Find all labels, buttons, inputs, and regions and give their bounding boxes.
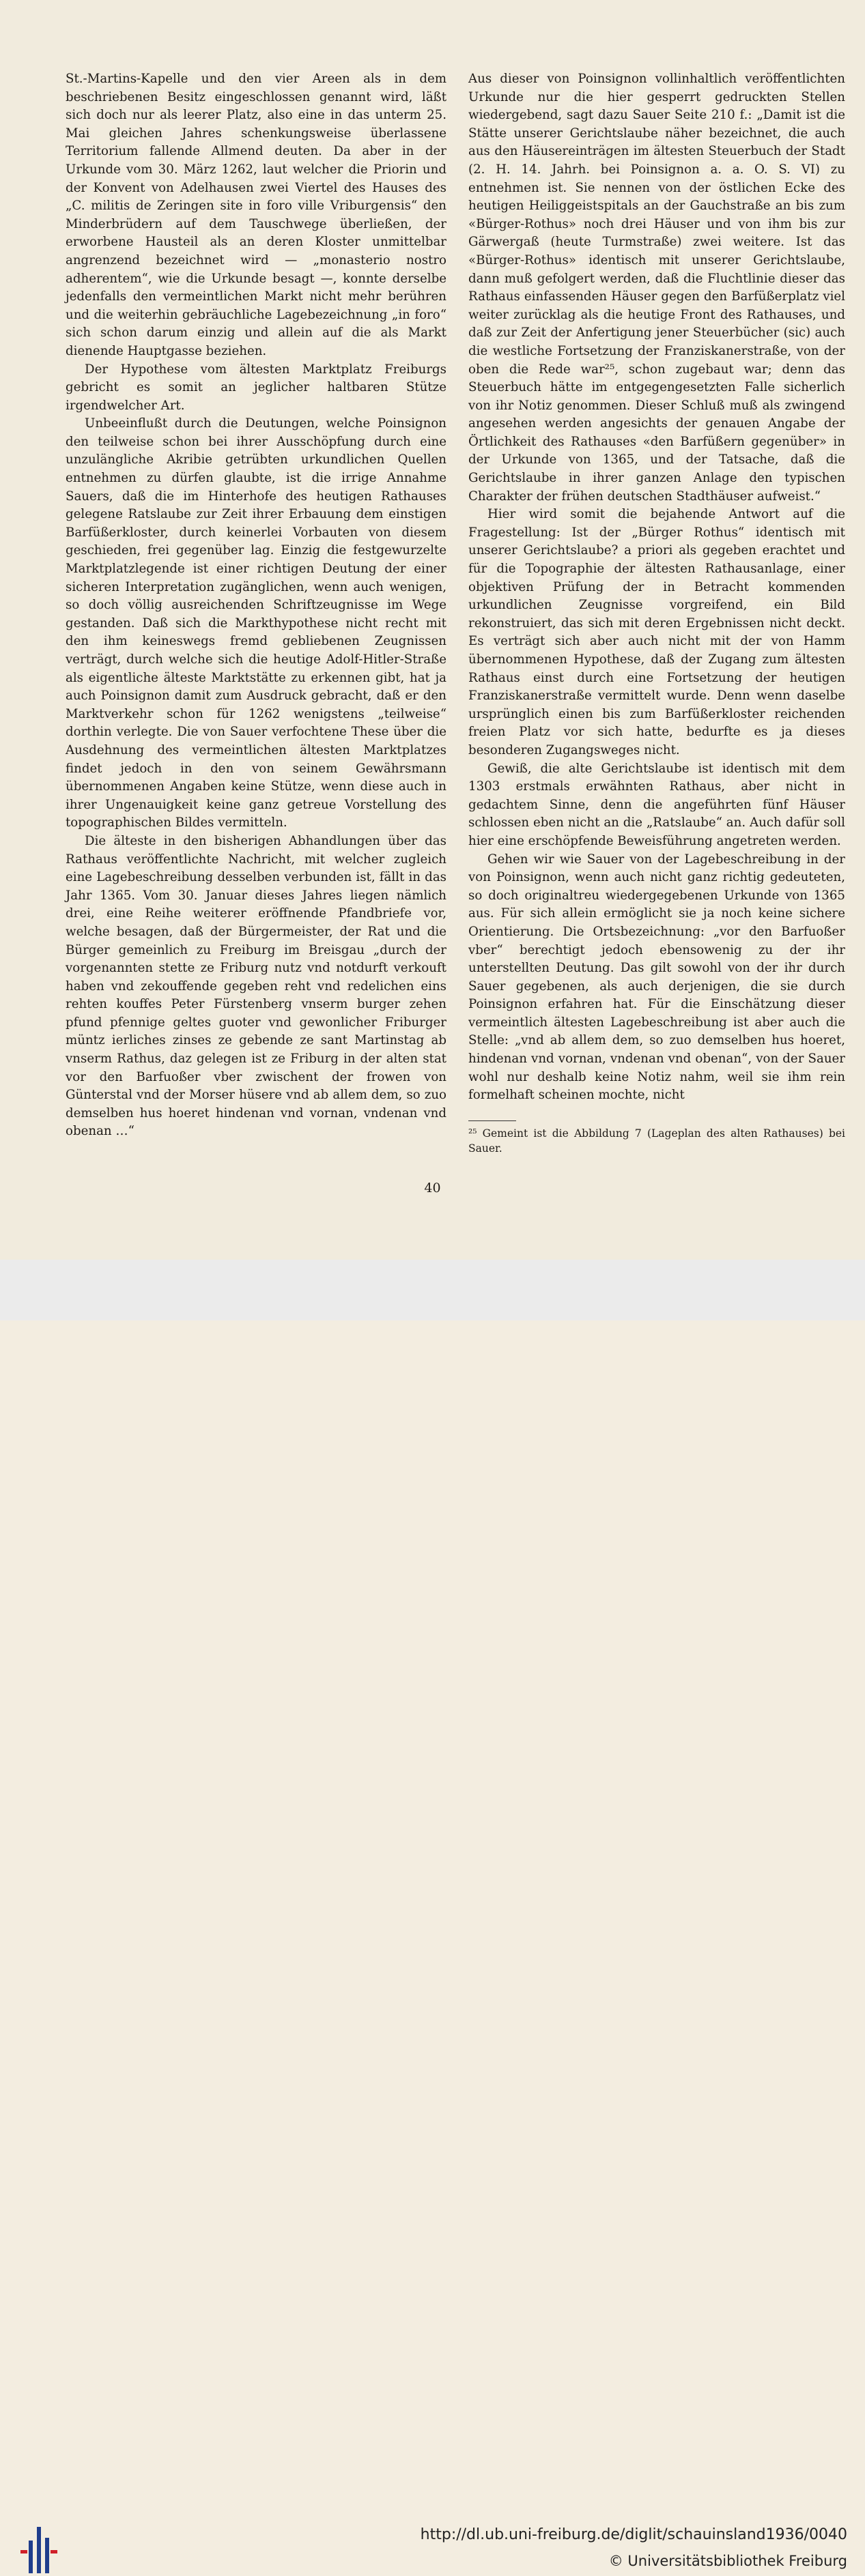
paragraph: Der Hypothese vom ältesten Marktplatz Freiburgs gebricht es somit an jeglicher haltbaren Stütze irgendwelcher Art. xyxy=(66,362,446,413)
footnote-divider xyxy=(468,1120,516,1121)
paragraph: Gehen wir wie Sauer von der Lagebeschreibung in der von Poinsignon, wenn auch nicht ganz richtig gedeuteten, so doch originaltreu wiedergegebenen Urkunde von 1365 aus. Für sich allein ermöglicht sie ja noch keine sichere Orientierung. Die Ortsbezeichnung: „vor den Barfuoßer vber“ berechtigt jedoch ebensowenig zu der ihr unterstellten Deutung. Das gilt sowohl von der ihr durch Sauer gegebenen, als auch derjenigen, die sie durch Poinsignon erfahren hat. Für die Einschätzung dieser vermeintlich ältesten Lagebeschreibung ist aber auch die Stelle: „vnd ab allem dem, so zuo demselben hus hoeret, hindenan vnd vornan, vndenan vnd obenan“, von der Sauer wohl nur deshalb keine Notiz nahm, weil sie ihm rein formelhaft scheinen mochte, nicht xyxy=(468,852,845,1103)
paragraph: Hier wird somit die bejahende Antwort auf die Fragestellung: Ist der „Bürger Rothus“ identisch mit unserer Gerichtslaube? a priori als gegeben erachtet und für die Topographie der ältesten Rathausanlage, einer objektiven Prüfung der in Betracht kommenden urkundlichen Zeugnisse vorgreifend, ein Bild rekonstruiert, das sich mit deren Ergebnissen nicht deckt. Es verträgt sich aber auch nicht mit der von Hamm übernommenen Hypothese, daß der Zugang zum ältesten Rathaus einst durch eine Fortsetzung der heutigen Franziskanerstraße vermittelt wurde. Denn wenn daselbe ursprünglich einen bis zum Barfüßerkloster reichenden freien Platz vor sich hatte, bedurfte es ja dieses besonderen Zugangsweges nicht. xyxy=(468,507,845,757)
paragraph: Aus dieser von Poinsignon vollinhaltlich veröffentlichten Urkunde nur die hier gesperrt gedruckten Stellen wiedergebend, sagt dazu Sauer Seite 210 f.: „Damit ist die Stätte unserer Gerichtslaube näher bezeichnet, die auch aus den Häusereinträgen im ältesten Steuerbuch der Stadt (2. H. 14. Jahrh. bei Poinsignon a. a. O. S. VI) zu entnehmen ist. Sie nennen von der östlichen Ecke des heutigen Heiliggeistspitals an der Gauchstraße an bis zum «Bürger-Rothus» noch drei Häuser und von ihm bis zur Gärwergaß (heute Turmstraße) zwei weitere. Ist das «Bürger-Rothus» identisch mit unserer Gerichtslaube, dann muß gefolgert werden, daß die Fluchtlinie dieser das Rathaus einfassenden Häuser gegen den Barfüßerplatz viel weiter zurücklag als die heutige Front des Rathauses, und daß zur Zeit der Anfertigung jener Steuerbücher (sic) auch die westliche Fortsetzung der Franziskanerstraße, von der oben die Rede war²⁵, schon zugebaut war; denn das Steuerbuch hätte im entgegengesetzten Falle sicherlich von ihr Notiz genommen. Dieser Schluß muß als zwingend angesehen werden angesichts der genauen Angabe der Örtlichkeit des Rathauses «den Barfüßern gegenüber» in der Urkunde von 1365, und der Tatsache, daß die Gerichtslaube in ihrer ganzen Anlage den typischen Charakter der frühen deutschen Stadthäuser aufweist.“ xyxy=(468,72,845,504)
copyright-notice: © Universitätsbibliothek Freiburg xyxy=(608,2553,847,2569)
page-number: 40 xyxy=(424,1181,441,1196)
paragraph: Gewiß, die alte Gerichtslaube ist identisch mit dem 1303 erstmals erwähnten Rathaus, aber nicht in gedachtem Sinne, denn die angeführten fünf Häuser schlossen eben nicht an die „Ratslaube“ an. Auch dafür soll hier eine erschöpfende Beweisführung angetreten werden. xyxy=(468,761,845,848)
footer-bar xyxy=(0,1260,865,2569)
left-column xyxy=(66,70,446,1141)
scanned-page xyxy=(0,0,865,1260)
library-logo-icon xyxy=(19,2524,59,2576)
footnote: ²⁵ Gemeint ist die Abbildung 7 (Lageplan des alten Rathauses) bei Sauer. xyxy=(468,1127,845,1155)
right-column xyxy=(468,70,845,1105)
source-url-link[interactable]: http://dl.ub.uni-freiburg.de/diglit/schauinsland1936/0040 xyxy=(420,2526,847,2543)
paragraph: Unbeeinflußt durch die Deutungen, welche Poinsignon den teilweise schon bei ihrer Ausschöpfung durch eine unzulängliche Akribie getrübten urkundlichen Quellen entnehmen zu dürfen glaubte, ist die irrige Annahme Sauers, daß die im Hinterhofe des heutigen Rathauses gelegene Ratslaube zur Zeit ihrer Erbauung dem einstigen Barfüßerkloster, durch keinerlei Vorbauten von diesem geschieden, frei gegenüber lag. Einzig die festgewurzelte Marktplatzlegende ist einer richtigen Deutung der einer sicheren Interpretation zugänglichen, wenn auch wenigen, so doch völlig ausreichenden Schriftzeugnisse im Wege gestanden. Daß sich die Markthypothese nicht recht mit den ihm keineswegs fremd gebliebenen Zeugnissen verträgt, durch welche sich die heutige Adolf-Hitler-Straße als eigentliche älteste Marktstätte zu erkennen gibt, hat ja auch Poinsignon damit zum Ausdruck gebracht, daß er den Marktverkehr schon für 1262 wenigstens „teilweise“ dorthin verlegte. Die von Sauer verfochtene These über die Ausdehnung des vermeintlichen ältesten Marktplatzes findet jedoch in den von seinem Gewährsmann übernommenen Angaben keine Stütze, wenn diese auch in ihrer Ungenauigkeit keine ganz getreue Vorstellung des topographischen Bildes vermitteln. xyxy=(66,416,446,830)
paragraph: St.-Martins-Kapelle und den vier Areen als in dem beschriebenen Besitz eingeschlossen genannt wird, läßt sich doch nur als leerer Platz, also eine in das unterm 25. Mai gleichen Jahres schenkungsweise überlassene Territorium fallende Allmend deuten. Da aber in der Urkunde vom 30. März 1262, laut welcher die Priorin und der Konvent von Adelhausen zwei Viertel des Hauses des „C. militis de Zeringen site in foro ville Vriburgensis“ den Minderbrüdern auf dem Tauschwege überließen, der erworbene Hausteil als an deren Kloster unmittelbar angrenzend bezeichnet wird — „monasterio nostro adherentem“, wie die Urkunde besagt —, konnte derselbe jedenfalls den vermeintlichen Markt nicht mehr berühren und die weiterhin gebräuchliche Lagebezeichnung „in foro“ sich schon darum einzig und allein auf die als Markt dienende Hauptgasse beziehen. xyxy=(66,72,446,358)
paragraph: Die älteste in den bisherigen Abhandlungen über das Rathaus veröffentlichte Nachricht, mit welcher zugleich eine Lagebeschreibung desselben verbunden ist, fällt in das Jahr 1365. Vom 30. Januar dieses Jahres liegen nämlich drei, eine Reihe weiterer eröffnende Pfandbriefe vor, welche besagen, daß der Bürgermeister, der Rat und die Bürger gemeinlich zu Freiburg im Breisgau „durch der vorgenannten stette ze Friburg nutz vnd notdurft verkouft haben vnd zekouffende gegeben reht vnd redelichen eins rehten kouffes Peter Fürstenberg vnserm burger zehen pfund pfennige geltes guoter vnd gewonlicher Friburger müntz ierliches zinses ze gebende ze sant Martinstag ab vnserm Rathus, daz gelegen ist ze Friburg in der alten stat vor den Barfuoßer vber zwischent der frowen von Günterstal vnd der Morser hüsere vnd ab allem dem, so zuo demselben hus hoeret hindenan vnd vornan, vndenan vnd obenan …“ xyxy=(66,833,446,1139)
